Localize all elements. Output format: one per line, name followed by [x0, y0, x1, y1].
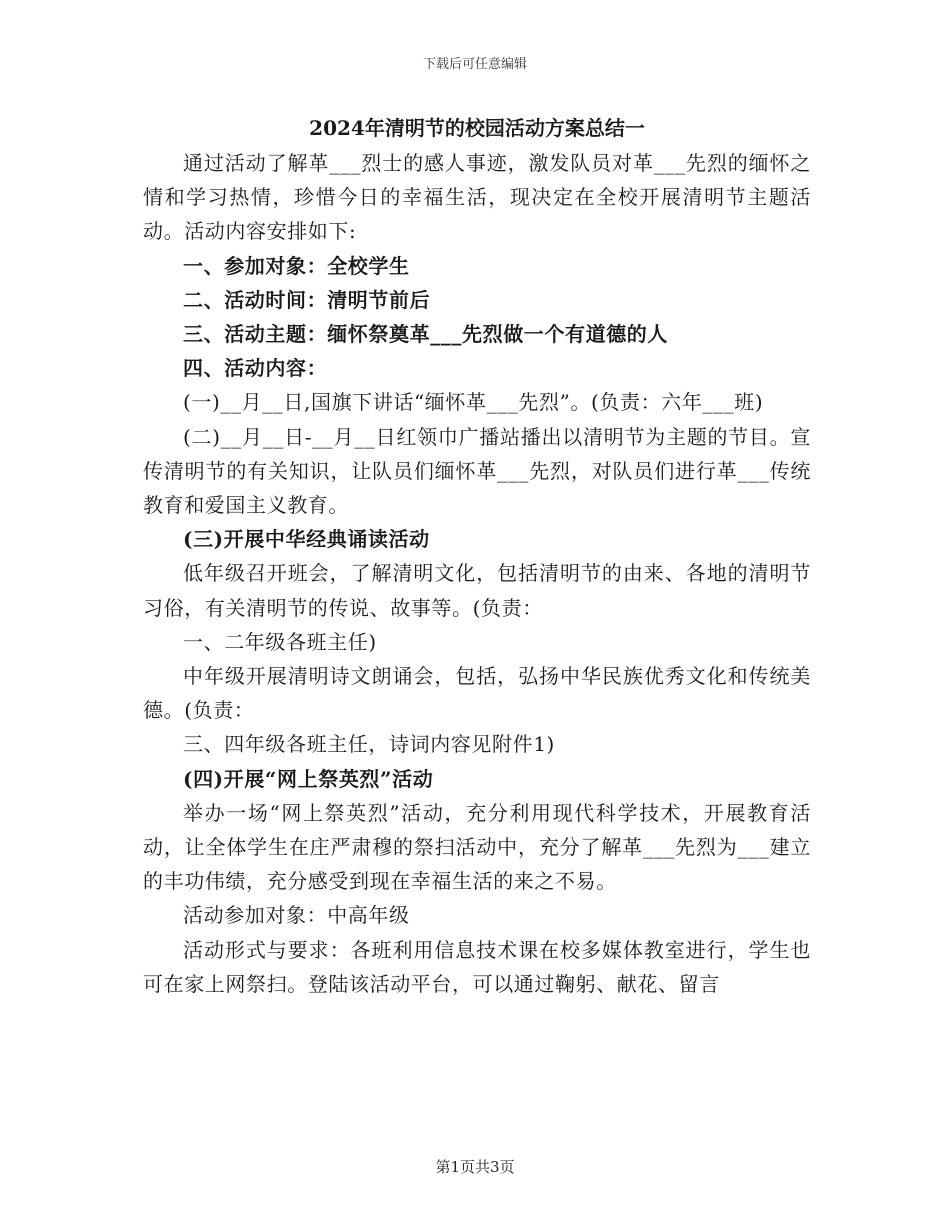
participants-paragraph: 活动参加对象：中高年级 — [183, 903, 410, 928]
section-heading-content: 四、活动内容： — [183, 356, 328, 381]
page-header-note: 下载后可任意编辑 — [422, 57, 527, 72]
lower-grade-paragraph: 低年级召开班会，了解清明文化，包括清明节的由来、各地的清明节习俗，有关清明节的传说、故事等。(负责： — [143, 561, 811, 620]
intro-paragraph: 通过活动了解革___烈士的感人事迹，激发队员对革___先烈的缅怀之情和学习热情，珍惜今日的幸福生活，现决定在全校开展清明节主题活动。活动内容安排如下: — [143, 151, 811, 244]
section-heading-participants: 一、参加对象：全校学生 — [183, 253, 410, 278]
document-title: 2024年清明节的校园活动方案总结一 — [309, 116, 645, 140]
lower-grade-responsible: 一、二年级各班主任) — [183, 629, 377, 654]
item-3-heading: (三)开展中华经典诵读活动 — [183, 527, 430, 552]
item-2-paragraph: (二)__月__日-__月__日红领巾广播站播出以清明节为主题的节目。宣传清明节的有关知识，让队员们缅怀革___先烈，对队员们进行革___传统教育和爱国主义教育。 — [143, 424, 811, 518]
format-requirements-paragraph: 活动形式与要求：各班利用信息技术课在校多媒体教室进行，学生也可在家上网祭扫。登陆该活动平台，可以通过鞠躬、献花、留言 — [143, 937, 811, 996]
item-4-heading: (四)开展“网上祭英烈”活动 — [183, 766, 434, 791]
online-activity-paragraph: 举办一场“网上祭英烈”活动，充分利用现代科学技术，开展教育活动，让全体学生在庄严肃穆的祭扫活动中，充分了解革___先烈为___建立的丰功伟绩，充分感受到现在幸福生活的来之不易。 — [143, 800, 811, 894]
middle-grade-responsible: 三、四年级各班主任，诗词内容见附件1) — [183, 732, 555, 757]
item-1-paragraph: (一)__月__日,国旗下讲话“缅怀革___先烈”。(负责：六年___班) — [183, 390, 764, 415]
section-heading-time: 二、活动时间：清明节前后 — [183, 287, 431, 312]
middle-grade-paragraph: 中年级开展清明诗文朗诵会，包括，弘扬中华民族优秀文化和传统美德。(负责： — [143, 664, 811, 723]
document-body — [143, 110, 811, 1001]
section-heading-theme: 三、活动主题：缅怀祭奠革___先烈做一个有道德的人 — [183, 322, 668, 347]
page-number: 第1页共3页 — [435, 1158, 515, 1176]
